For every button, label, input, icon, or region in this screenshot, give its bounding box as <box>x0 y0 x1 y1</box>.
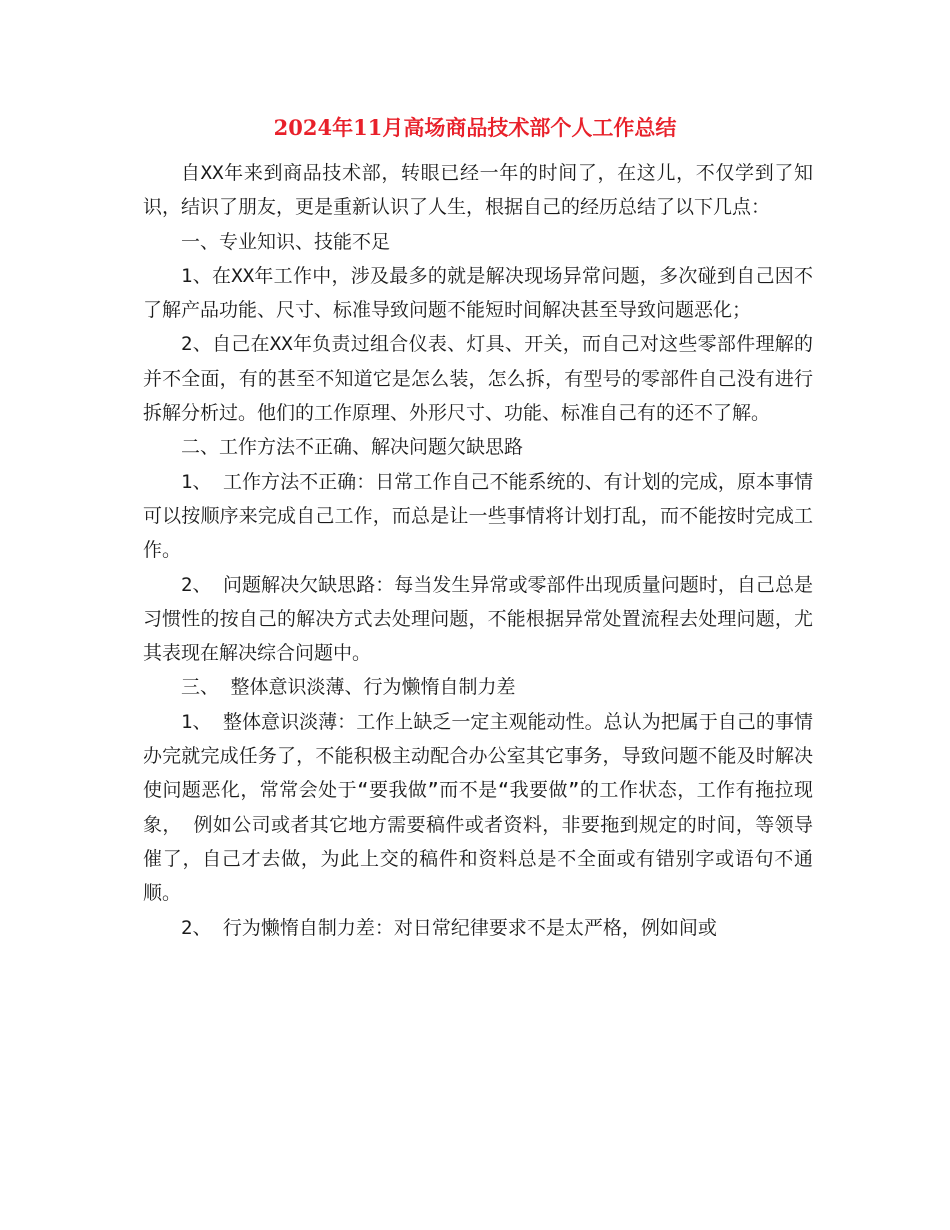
paragraph-2-2: 2、 问题解决欠缺思路：每当发生异常或零部件出现质量问题时，自己总是习惯性的按自己的解决方式去处理问题，不能根据异常处置流程去处理问题，尤其表现在解决综合问题中。 <box>143 573 813 665</box>
document-body <box>143 156 813 945</box>
intro-paragraph: 自XX年来到商品技术部，转眼已经一年的时间了，在这儿，不仅学到了知识，结识了朋友，更是重新认识了人生，根据自己的经历总结了以下几点： <box>143 162 813 219</box>
section-heading-2: 二、工作方法不正确、解决问题欠缺思路 <box>181 436 524 459</box>
paragraph-1-2: 2、自己在XX年负责过组合仪表、灯具、开关，而自己对这些零部件理解的并不全面，有的甚至不知道它是怎么装，怎么拆，有型号的零部件自己没有进行拆解分析过。他们的工作原理、外形尺寸、功能、标准自己有的还不了解。 <box>143 333 813 425</box>
paragraph-3-2: 2、 行为懒惰自制力差：对日常纪律要求不是太严格，例如间或 <box>181 916 717 939</box>
section-heading-1: 一、专业知识、技能不足 <box>181 230 391 253</box>
document-title: 2024年11月高场商品技术部个人工作总结 <box>273 115 677 140</box>
paragraph-1-1: 1、在XX年工作中，涉及最多的就是解决现场异常问题，多次碰到自己因不了解产品功能、尺寸、标准导致问题不能短时间解决甚至导致问题恶化； <box>143 264 813 322</box>
paragraph-2-1: 1、 工作方法不正确：日常工作自己不能系统的、有计划的完成，原本事情可以按顺序来完成自己工作，而总是让一些事情将计划打乱，而不能按时完成工作。 <box>143 470 813 562</box>
section-heading-3: 三、 整体意识淡薄、行为懒惰自制力差 <box>181 676 516 699</box>
paragraph-3-1: 1、 整体意识淡薄：工作上缺乏一定主观能动性。总认为把属于自己的事情办完就完成任务了，不能积极主动配合办公室其它事务，导致问题不能及时解决使问题恶化，常常会处于“要我做”而不是“我要做”的工作状态，工作有拖拉现象， 例如公司或者其它地方需要稿件或者资料，非要拖到规定的时间，等领导催了，自己才去做，为此上交的稿件和资料总是不全面或有错别字或语句不通顺。 <box>143 710 813 905</box>
